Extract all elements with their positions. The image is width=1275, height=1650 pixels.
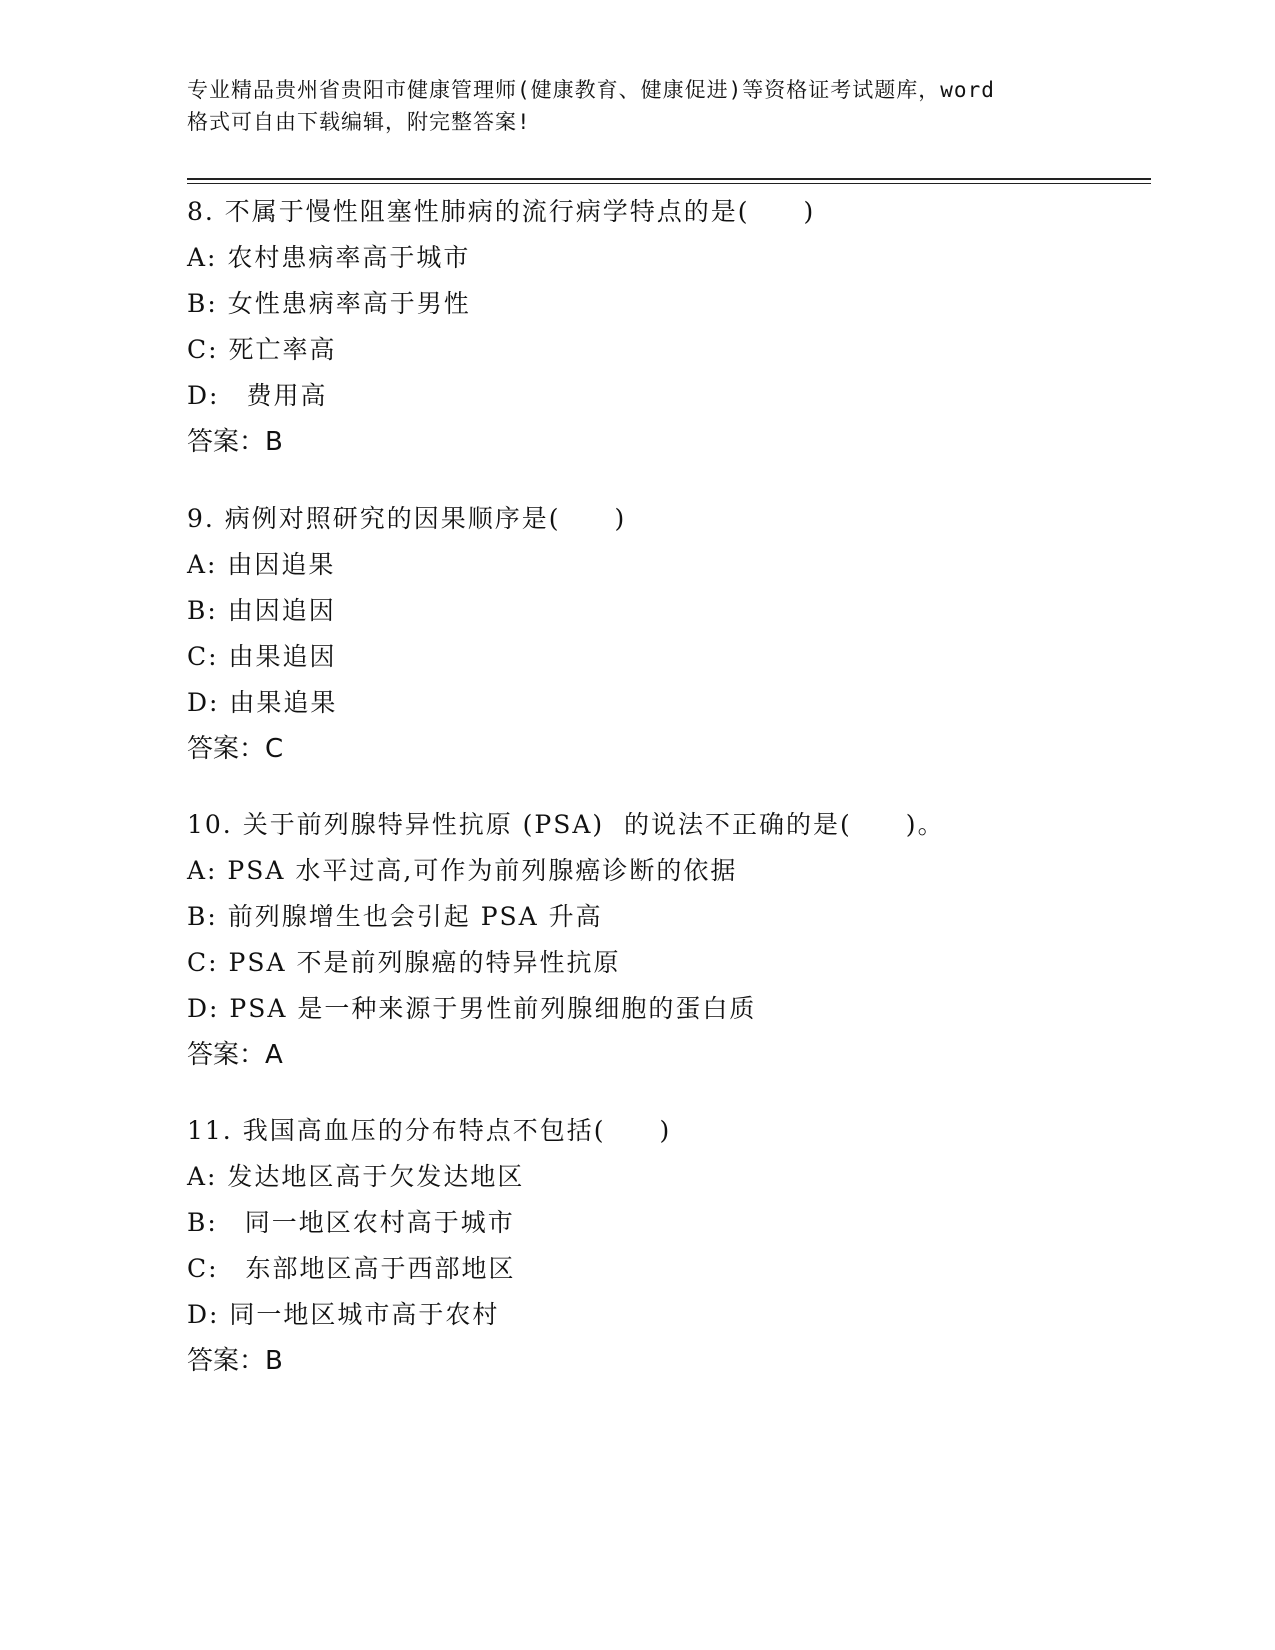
question-11 bbox=[187, 1108, 671, 1384]
option-a: A: PSA 水平过高,可作为前列腺癌诊断的依据 bbox=[187, 856, 738, 885]
option-d: D: 同一地区城市高于农村 bbox=[187, 1300, 500, 1329]
question-10 bbox=[187, 802, 945, 1078]
option-a: A: 由因追果 bbox=[187, 550, 336, 579]
question-8 bbox=[187, 189, 815, 465]
option-d: D: 费用高 bbox=[187, 381, 328, 410]
question-stem: 9. 病例对照研究的因果顺序是( ) bbox=[187, 504, 627, 533]
question-9 bbox=[187, 496, 626, 772]
answer: 答案：B bbox=[187, 1346, 283, 1376]
option-b: B: 同一地区农村高于城市 bbox=[187, 1208, 515, 1237]
header-rule-thin bbox=[187, 183, 1151, 184]
document-header bbox=[187, 74, 1087, 138]
header-line-2: 格式可自由下载编辑，附完整答案! bbox=[187, 110, 531, 134]
option-b: B: 前列腺增生也会引起 PSA 升高 bbox=[187, 902, 603, 931]
option-d: D: 由果追果 bbox=[187, 688, 338, 717]
option-b: B: 女性患病率高于男性 bbox=[187, 289, 471, 318]
header-line-1: 专业精品贵州省贵阳市健康管理师(健康教育、健康促进)等资格证考试题库，word bbox=[187, 78, 995, 102]
option-a: A: 发达地区高于欠发达地区 bbox=[187, 1162, 525, 1191]
answer: 答案：A bbox=[187, 1040, 283, 1070]
option-c: C: PSA 不是前列腺癌的特异性抗原 bbox=[187, 948, 621, 977]
option-b: B: 由因追因 bbox=[187, 596, 336, 625]
option-a: A: 农村患病率高于城市 bbox=[187, 243, 471, 272]
header-rule-thick bbox=[187, 178, 1151, 180]
question-stem: 8. 不属于慢性阻塞性肺病的流行病学特点的是( ) bbox=[187, 197, 816, 226]
answer: 答案：C bbox=[187, 734, 284, 764]
option-d: D: PSA 是一种来源于男性前列腺细胞的蛋白质 bbox=[187, 994, 757, 1023]
option-c: C: 由果追因 bbox=[187, 642, 337, 671]
question-stem: 11. 我国高血压的分布特点不包括( ) bbox=[187, 1116, 672, 1145]
answer: 答案：B bbox=[187, 427, 283, 457]
option-c: C: 死亡率高 bbox=[187, 335, 337, 364]
option-c: C: 东部地区高于西部地区 bbox=[187, 1254, 516, 1283]
question-stem: 10. 关于前列腺特异性抗原 (PSA) 的说法不正确的是( )。 bbox=[187, 810, 945, 839]
